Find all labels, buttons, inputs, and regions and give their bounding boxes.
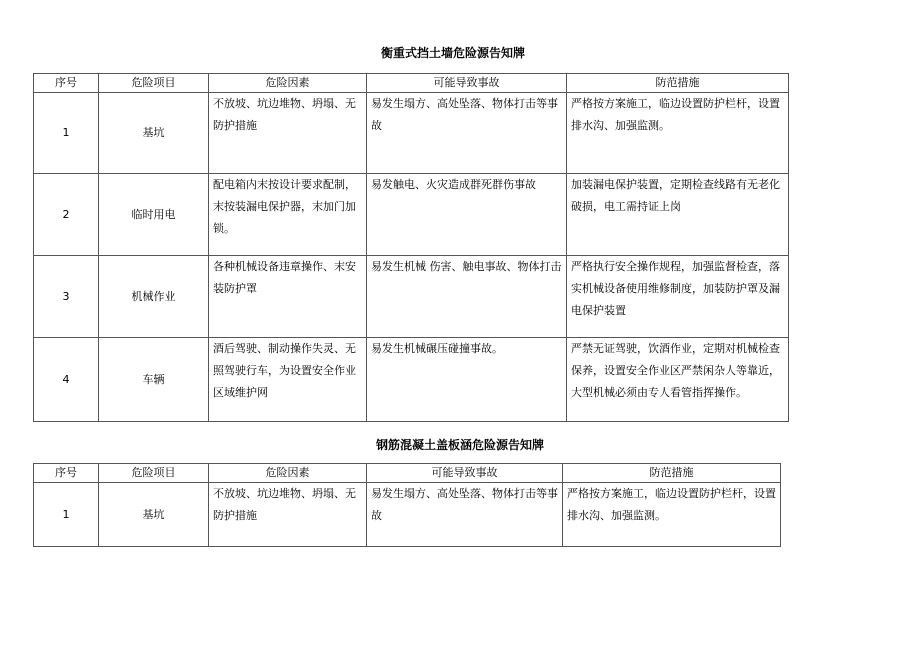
row-item: 基坑 <box>99 93 209 174</box>
row-item: 基坑 <box>99 483 209 547</box>
table-row <box>34 256 789 338</box>
row-no: 4 <box>34 338 99 422</box>
table-row <box>34 93 789 174</box>
row-cause: 不放坡、坑边堆物、坍塌、无防护措施 <box>209 93 367 174</box>
table-row <box>34 483 781 547</box>
table-header-row <box>34 74 789 93</box>
row-measure: 严格执行安全操作规程，加强监督检查，落实机械设备使用维修制度，加装防护罩及漏电保护装置 <box>567 256 789 338</box>
table-header-row <box>34 464 781 483</box>
row-cause: 配电箱内末按设计要求配制，末按装漏电保护器，末加门加锁。 <box>209 174 367 256</box>
header-no: 序号 <box>34 74 99 93</box>
row-no: 3 <box>34 256 99 338</box>
hazard-table-2 <box>33 463 781 547</box>
row-measure: 严禁无证驾驶，饮酒作业，定期对机械检查保养，设置安全作业区严禁闲杂人等靠近，大型机械必须由专人看管指挥操作。 <box>567 338 789 422</box>
row-measure: 严格按方案施工，临边设置防护栏杆，设置排水沟、加强监测。 <box>567 93 789 174</box>
row-accident: 易发生塌方、高处坠落、物体打击等事故 <box>367 93 567 174</box>
row-no: 1 <box>34 93 99 174</box>
header-accident: 可能导致事故 <box>367 74 567 93</box>
header-measure: 防范措施 <box>563 464 781 483</box>
row-no: 2 <box>34 174 99 256</box>
section-title-2: 钢筋混凝土盖板涵危险源告知牌 <box>376 438 545 452</box>
hazard-table-1 <box>33 73 789 422</box>
row-item: 机械作业 <box>99 256 209 338</box>
header-item: 危险项目 <box>99 464 209 483</box>
section-title-1: 衡重式挡土墙危险源告知牌 <box>381 46 526 60</box>
row-accident: 易发生机械 伤害、触电事故、物体打击 <box>367 256 567 338</box>
row-cause: 酒后驾驶、制动操作失灵、无照驾驶行车，为设置安全作业区域维护网 <box>209 338 367 422</box>
header-cause: 危险因素 <box>209 464 367 483</box>
header-accident: 可能导致事故 <box>367 464 563 483</box>
row-cause: 不放坡、坑边堆物、坍塌、无防护措施 <box>209 483 367 547</box>
header-cause: 危险因素 <box>209 74 367 93</box>
header-measure: 防范措施 <box>567 74 789 93</box>
table-row <box>34 174 789 256</box>
row-item: 车辆 <box>99 338 209 422</box>
row-measure: 严格按方案施工，临边设置防护栏杆，设置排水沟、加强监测。 <box>563 483 781 547</box>
header-no: 序号 <box>34 464 99 483</box>
row-accident: 易发生塌方、高处坠落、物体打击等事故 <box>367 483 563 547</box>
row-measure: 加装漏电保护装置，定期检查线路有无老化破损，电工需持证上岗 <box>567 174 789 256</box>
row-accident: 易发触电、火灾造成群死群伤事故 <box>367 174 567 256</box>
table-row <box>34 338 789 422</box>
row-no: 1 <box>34 483 99 547</box>
row-cause: 各种机械设备违章操作、末安装防护罩 <box>209 256 367 338</box>
row-item: 临时用电 <box>99 174 209 256</box>
header-item: 危险项目 <box>99 74 209 93</box>
row-accident: 易发生机械碾压碰撞事故。 <box>367 338 567 422</box>
